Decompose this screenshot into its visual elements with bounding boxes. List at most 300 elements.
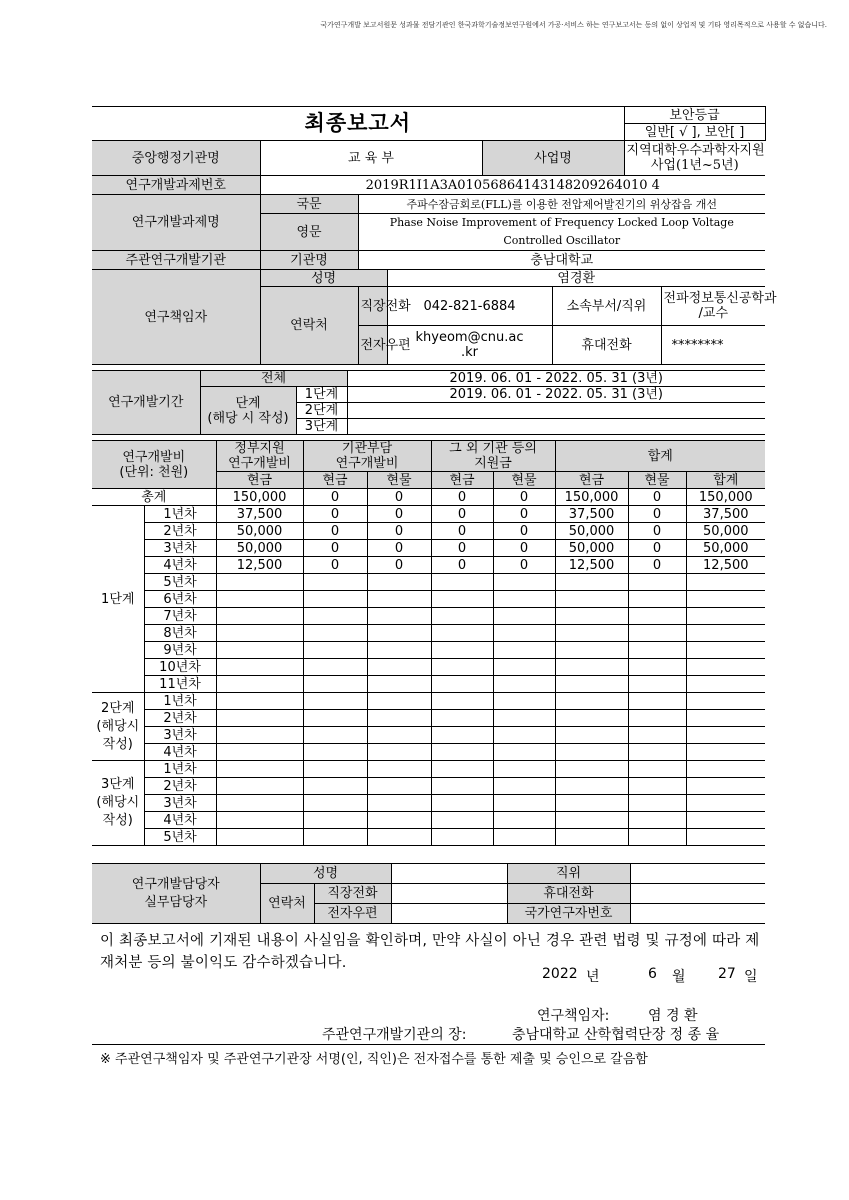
email-value-line-1: khyeom@cnu.ac	[415, 330, 524, 345]
budget-value-cell: 0	[303, 540, 367, 557]
stage3-value	[347, 419, 765, 435]
budget-value-cell	[431, 693, 493, 710]
gov-header-line-1: 정부지원	[234, 441, 285, 456]
budget-value-cell: 37,500	[216, 506, 303, 523]
budget-value-cell: 0	[367, 557, 431, 574]
gov-cash-header: 현금	[216, 472, 303, 489]
budget-value-cell: 0	[303, 506, 367, 523]
budget-value-cell	[431, 710, 493, 727]
budget-value-cell	[493, 642, 555, 659]
budget-value-cell: 0	[367, 523, 431, 540]
name-value: 염경환	[387, 270, 765, 287]
dept-label: 소속부서/직위	[552, 287, 661, 326]
security-label: 보안등급	[624, 107, 765, 124]
stage-label-line-2: (해당 시 작성)	[207, 410, 289, 426]
budget-year-label: 8년차	[144, 625, 216, 642]
budget-value-cell	[628, 710, 686, 727]
dept-value-line-1: 전파정보통신공학과	[663, 291, 777, 306]
staff-position-value	[630, 864, 765, 884]
budget-stage1-row	[92, 591, 765, 608]
budget-value-cell	[493, 659, 555, 676]
budget-stage3-row	[92, 795, 765, 812]
budget-year-label: 11년차	[144, 676, 216, 693]
budget-stage2-row	[92, 693, 765, 710]
sum-cash-header: 현금	[555, 472, 628, 489]
budget-value-cell	[303, 574, 367, 591]
inst-header-line-1: 기관부담	[341, 441, 393, 456]
budget-value-cell	[216, 574, 303, 591]
dept-value-line-2: /교수	[698, 306, 729, 321]
budget-value-cell	[216, 591, 303, 608]
report-title: 최종보고서	[92, 107, 624, 141]
budget-value-cell	[216, 727, 303, 744]
budget-value-cell	[367, 710, 431, 727]
budget-year-label: 3년차	[144, 795, 216, 812]
staff-mobile-value	[630, 884, 765, 904]
budget-value-cell	[555, 710, 628, 727]
budget-value-cell: 0	[303, 557, 367, 574]
date-day: 27	[718, 966, 736, 982]
budget-value-cell	[216, 710, 303, 727]
budget-value-cell	[367, 574, 431, 591]
other-header-line-2: 지원금	[474, 456, 512, 471]
stage1-label: 1단계	[296, 387, 347, 403]
budget-value-cell	[628, 727, 686, 744]
budget-stage3-label	[92, 761, 144, 846]
budget-value-cell	[216, 693, 303, 710]
budget-stage3-label-line-3: 작성)	[102, 813, 133, 828]
sum-total-header: 합계	[686, 472, 765, 489]
budget-stage1-row	[92, 557, 765, 574]
budget-value-cell	[686, 659, 765, 676]
budget-value-cell	[493, 795, 555, 812]
budget-value-cell: 12,500	[216, 557, 303, 574]
budget-label-line-2: (단위: 천원)	[119, 464, 189, 480]
budget-value-cell	[303, 676, 367, 693]
budget-value-cell	[555, 744, 628, 761]
inst-cash-header: 현금	[303, 472, 367, 489]
budget-total-cell: 0	[367, 489, 431, 506]
budget-value-cell	[628, 642, 686, 659]
budget-total-cell: 150,000	[686, 489, 765, 506]
budget-value-cell	[367, 625, 431, 642]
budget-value-cell	[493, 591, 555, 608]
inst-kind-header: 현물	[367, 472, 431, 489]
inst-header-line-2: 연구개발비	[335, 456, 399, 471]
budget-year-label: 4년차	[144, 744, 216, 761]
budget-value-cell	[555, 693, 628, 710]
budget-value-cell	[555, 625, 628, 642]
budget-value-cell	[431, 659, 493, 676]
budget-value-cell	[367, 778, 431, 795]
budget-value-cell	[686, 625, 765, 642]
budget-value-cell	[303, 659, 367, 676]
budget-value-cell	[555, 778, 628, 795]
budget-stage2-row	[92, 744, 765, 761]
budget-stage1-row	[92, 676, 765, 693]
other-cash-header: 현금	[431, 472, 493, 489]
budget-value-cell	[431, 676, 493, 693]
budget-value-cell: 0	[367, 540, 431, 557]
budget-value-cell	[303, 761, 367, 778]
stage2-value	[347, 403, 765, 419]
budget-value-cell	[216, 642, 303, 659]
task-name-label: 연구개발과제명	[92, 195, 260, 251]
head-signature-label: 주관연구개발기관의 장:	[322, 1027, 467, 1043]
budget-value-cell	[493, 625, 555, 642]
budget-value-cell	[303, 812, 367, 829]
budget-year-label: 1년차	[144, 693, 216, 710]
budget-value-cell	[555, 676, 628, 693]
budget-value-cell	[367, 727, 431, 744]
budget-value-cell	[555, 642, 628, 659]
budget-value-cell	[216, 608, 303, 625]
eng-title-line-1: Phase Noise Improvement of Frequency Locked Loop Voltage	[389, 216, 734, 229]
budget-value-cell	[628, 795, 686, 812]
staff-office-phone-value	[391, 884, 507, 904]
budget-value-cell	[555, 829, 628, 846]
pi-signature-label: 연구책임자:	[537, 1008, 610, 1024]
budget-value-cell	[367, 642, 431, 659]
date-year-unit: 년	[586, 969, 600, 985]
budget-value-cell: 12,500	[555, 557, 628, 574]
budget-value-cell	[686, 778, 765, 795]
budget-value-cell: 0	[493, 557, 555, 574]
budget-value-cell	[686, 693, 765, 710]
budget-value-cell	[367, 659, 431, 676]
budget-value-cell	[431, 778, 493, 795]
budget-value-cell	[216, 778, 303, 795]
budget-value-cell	[216, 761, 303, 778]
office-phone-label	[358, 287, 411, 326]
ministry-label: 중앙행정기관명	[92, 141, 260, 176]
budget-value-cell	[493, 608, 555, 625]
budget-value-cell	[686, 676, 765, 693]
pi-signature-name: 염 경 환	[648, 1008, 698, 1024]
budget-value-cell	[431, 608, 493, 625]
budget-value-cell	[493, 710, 555, 727]
budget-value-cell	[431, 727, 493, 744]
budget-value-cell: 37,500	[555, 506, 628, 523]
staff-label-line-2: 실무담당자	[144, 894, 208, 910]
budget-value-cell	[555, 795, 628, 812]
budget-table	[92, 440, 765, 846]
staff-researcher-no-value	[630, 904, 765, 924]
task-no-value: 2019R1I1A3A01056864143148209264010 4	[260, 176, 765, 195]
email-value	[387, 326, 552, 365]
budget-value-cell	[628, 812, 686, 829]
budget-value-cell	[367, 693, 431, 710]
email-value-line-2: .kr	[460, 345, 478, 360]
budget-value-cell	[493, 727, 555, 744]
budget-value-cell	[628, 693, 686, 710]
eng-title-line-2: Controlled Oscillator	[503, 234, 621, 247]
budget-stage1-row	[92, 625, 765, 642]
budget-value-cell	[216, 744, 303, 761]
budget-total-row	[92, 489, 765, 506]
budget-value-cell	[367, 608, 431, 625]
budget-value-cell	[303, 795, 367, 812]
budget-total-cell: 150,000	[555, 489, 628, 506]
budget-value-cell	[686, 642, 765, 659]
budget-year-label: 1년차	[144, 761, 216, 778]
budget-value-cell	[367, 761, 431, 778]
office-phone-label-text: 직장전화	[360, 298, 411, 314]
budget-value-cell: 0	[628, 557, 686, 574]
org-name-label: 기관명	[260, 251, 358, 270]
budget-value-cell: 0	[431, 557, 493, 574]
budget-value-cell	[555, 574, 628, 591]
budget-value-cell	[303, 829, 367, 846]
budget-value-cell	[555, 591, 628, 608]
budget-stage1-row	[92, 574, 765, 591]
budget-value-cell	[431, 761, 493, 778]
budget-value-cell	[686, 574, 765, 591]
staff-email-value	[391, 904, 507, 924]
budget-stage2-label-line-1: 2단계	[101, 700, 135, 716]
report-header-table	[92, 106, 777, 365]
mobile-label: 휴대전화	[552, 326, 661, 365]
email-label: 전자우편	[358, 326, 387, 365]
security-value: 일반[ √ ], 보안[ ]	[624, 124, 765, 141]
task-no-label: 연구개발과제번호	[92, 176, 260, 195]
budget-value-cell	[686, 829, 765, 846]
period-total-label: 전체	[200, 371, 347, 387]
declaration-text: 이 최종보고서에 기재된 내용이 사실임을 확인하며, 만약 사실이 아닌 경우 관련 법령 및 규정에 따라 제재처분 등의 불이익도 감수하겠습니다.	[100, 933, 760, 971]
budget-value-cell: 0	[431, 523, 493, 540]
budget-value-cell: 0	[628, 523, 686, 540]
budget-year-label: 3년차	[144, 727, 216, 744]
staff-label-line-1: 연구개발담당자	[131, 876, 220, 892]
budget-year-label: 6년차	[144, 591, 216, 608]
budget-value-cell	[216, 659, 303, 676]
budget-value-cell	[555, 727, 628, 744]
budget-value-cell	[367, 676, 431, 693]
staff-name-value	[391, 864, 507, 884]
budget-value-cell	[628, 676, 686, 693]
budget-stage2-label-line-2: (해당시	[96, 718, 140, 734]
budget-value-cell	[555, 761, 628, 778]
budget-total-cell: 150,000	[216, 489, 303, 506]
budget-value-cell: 0	[493, 540, 555, 557]
budget-year-label: 4년차	[144, 812, 216, 829]
budget-total-label: 총계	[92, 489, 216, 506]
budget-unit-label	[92, 441, 216, 489]
budget-value-cell	[686, 795, 765, 812]
other-header-line-1: 그 외 기관 등의	[449, 441, 537, 456]
date-month: 6	[648, 966, 657, 982]
budget-value-cell	[431, 812, 493, 829]
footnote-divider	[92, 1044, 765, 1045]
budget-value-cell	[431, 829, 493, 846]
budget-value-cell	[628, 625, 686, 642]
sum-header: 합계	[555, 441, 765, 472]
budget-value-cell: 50,000	[686, 540, 765, 557]
staff-name-label: 성명	[260, 864, 391, 884]
stage2-label: 2단계	[296, 403, 347, 419]
budget-value-cell: 50,000	[555, 540, 628, 557]
staff-contact-label: 연락처	[260, 884, 314, 924]
budget-value-cell: 50,000	[555, 523, 628, 540]
budget-value-cell: 50,000	[216, 523, 303, 540]
budget-stage1-row	[92, 506, 765, 523]
budget-stage3-label-line-2: (해당시	[96, 795, 140, 810]
org-value: 충남대학교	[358, 251, 765, 270]
budget-value-cell	[628, 659, 686, 676]
budget-value-cell	[367, 795, 431, 812]
budget-value-cell	[493, 761, 555, 778]
gov-header-line-2: 연구개발비	[228, 456, 291, 471]
kor-title: 주파수잠금회로(FLL)를 이용한 전압제어발진기의 위상잡음 개선	[358, 195, 765, 214]
footnote-text: ※ 주관연구책임자 및 주관연구기관장 서명(인, 직인)은 전자접수를 통한 제출 및 승인으로 갈음함	[100, 1052, 648, 1067]
budget-stage1-row	[92, 642, 765, 659]
program-value-line-1: 지역대학우수과학자지원	[626, 143, 765, 158]
contact-label: 연락처	[260, 287, 358, 365]
budget-value-cell: 0	[367, 506, 431, 523]
budget-year-label: 4년차	[144, 557, 216, 574]
budget-stage3-row	[92, 761, 765, 778]
budget-value-cell	[367, 829, 431, 846]
gov-funding-header	[216, 441, 303, 472]
budget-value-cell: 50,000	[216, 540, 303, 557]
budget-year-label: 5년차	[144, 574, 216, 591]
budget-value-cell: 0	[628, 506, 686, 523]
other-funding-header	[431, 441, 555, 472]
budget-value-cell	[431, 625, 493, 642]
budget-year-label: 2년차	[144, 523, 216, 540]
budget-value-cell	[303, 710, 367, 727]
copyright-notice: 국가연구개발 보고서원문 성과물 전담기관인 한국과학기술정보연구원에서 가공·서비스 하는 연구보고서는 동의 없이 상업적 및 기타 영리목적으로 사용할 수 없습니다.	[320, 21, 827, 29]
budget-value-cell: 12,500	[686, 557, 765, 574]
kor-label: 국문	[260, 195, 358, 214]
staff-email-label: 전자우편	[314, 904, 391, 924]
head-signature-name: 충남대학교 산학협력단장 정 종 율	[512, 1027, 720, 1043]
stage-label-line-1: 단계	[235, 395, 261, 411]
budget-value-cell: 0	[493, 506, 555, 523]
budget-value-cell: 0	[628, 540, 686, 557]
budget-value-cell	[686, 812, 765, 829]
pi-label: 연구책임자	[92, 270, 260, 365]
office-phone-value: 042-821-6884	[387, 287, 552, 326]
dept-value	[661, 287, 777, 326]
budget-total-cell: 0	[303, 489, 367, 506]
stage3-label: 3단계	[296, 419, 347, 435]
budget-value-cell: 50,000	[686, 523, 765, 540]
budget-year-label: 2년차	[144, 778, 216, 795]
budget-label-line-1: 연구개발비	[122, 449, 186, 465]
eng-title	[358, 214, 765, 251]
budget-value-cell	[628, 829, 686, 846]
budget-value-cell	[303, 642, 367, 659]
budget-total-cell: 0	[493, 489, 555, 506]
budget-value-cell	[367, 591, 431, 608]
budget-stage3-row	[92, 778, 765, 795]
budget-value-cell	[431, 591, 493, 608]
period-table	[92, 370, 765, 435]
budget-stage3-row	[92, 812, 765, 829]
budget-value-cell	[555, 608, 628, 625]
budget-value-cell	[216, 676, 303, 693]
stage-label	[200, 387, 296, 435]
program-value-line-2: 사업(1년~5년)	[650, 158, 739, 173]
budget-year-label: 2년차	[144, 710, 216, 727]
budget-stage1-label: 1단계	[92, 506, 144, 693]
stage1-value: 2019. 06. 01 - 2022. 05. 31 (3년)	[347, 387, 765, 403]
budget-value-cell: 0	[493, 523, 555, 540]
budget-stage2-row	[92, 710, 765, 727]
budget-value-cell	[686, 710, 765, 727]
budget-total-cell: 0	[431, 489, 493, 506]
budget-value-cell: 37,500	[686, 506, 765, 523]
mobile-value: ********	[661, 326, 765, 365]
budget-stage1-row	[92, 608, 765, 625]
budget-stage3-label-line-1: 3단계	[101, 777, 135, 792]
budget-year-label: 7년차	[144, 608, 216, 625]
date-day-unit: 일	[744, 969, 758, 985]
staff-position-label: 직위	[507, 864, 630, 884]
budget-value-cell	[686, 727, 765, 744]
program-label: 사업명	[482, 141, 624, 176]
budget-value-cell	[303, 591, 367, 608]
budget-value-cell	[303, 778, 367, 795]
budget-value-cell	[216, 625, 303, 642]
budget-value-cell	[303, 693, 367, 710]
budget-value-cell	[493, 744, 555, 761]
budget-value-cell	[431, 744, 493, 761]
budget-value-cell	[493, 676, 555, 693]
budget-value-cell: 0	[303, 523, 367, 540]
budget-value-cell	[216, 812, 303, 829]
budget-value-cell	[493, 574, 555, 591]
budget-year-label: 9년차	[144, 642, 216, 659]
budget-value-cell	[628, 608, 686, 625]
budget-value-cell	[628, 778, 686, 795]
budget-value-cell	[628, 761, 686, 778]
staff-researcher-no-label: 국가연구자번호	[507, 904, 630, 924]
budget-value-cell	[216, 829, 303, 846]
budget-stage1-row	[92, 540, 765, 557]
budget-stage3-row	[92, 829, 765, 846]
budget-value-cell	[628, 574, 686, 591]
budget-stage2-label	[92, 693, 144, 761]
budget-year-label: 3년차	[144, 540, 216, 557]
other-kind-header: 현물	[493, 472, 555, 489]
name-label: 성명	[260, 270, 387, 287]
budget-value-cell: 0	[431, 540, 493, 557]
budget-value-cell	[493, 812, 555, 829]
sum-kind-header: 현물	[628, 472, 686, 489]
date-month-unit: 월	[672, 969, 686, 985]
budget-value-cell	[493, 693, 555, 710]
staff-label	[92, 864, 260, 924]
date-year: 2022	[542, 966, 578, 982]
budget-value-cell: 0	[431, 506, 493, 523]
org-label: 주관연구개발기관	[92, 251, 260, 270]
budget-value-cell	[686, 608, 765, 625]
eng-label: 영문	[260, 214, 358, 251]
budget-stage2-label-line-3: 작성)	[102, 736, 133, 752]
budget-value-cell	[628, 591, 686, 608]
staff-office-phone-label: 직장전화	[314, 884, 391, 904]
budget-stage2-row	[92, 727, 765, 744]
budget-value-cell	[628, 744, 686, 761]
budget-year-label: 10년차	[144, 659, 216, 676]
budget-value-cell	[303, 608, 367, 625]
period-label: 연구개발기간	[92, 371, 200, 435]
budget-value-cell	[555, 659, 628, 676]
budget-total-cell: 0	[628, 489, 686, 506]
budget-value-cell	[303, 625, 367, 642]
